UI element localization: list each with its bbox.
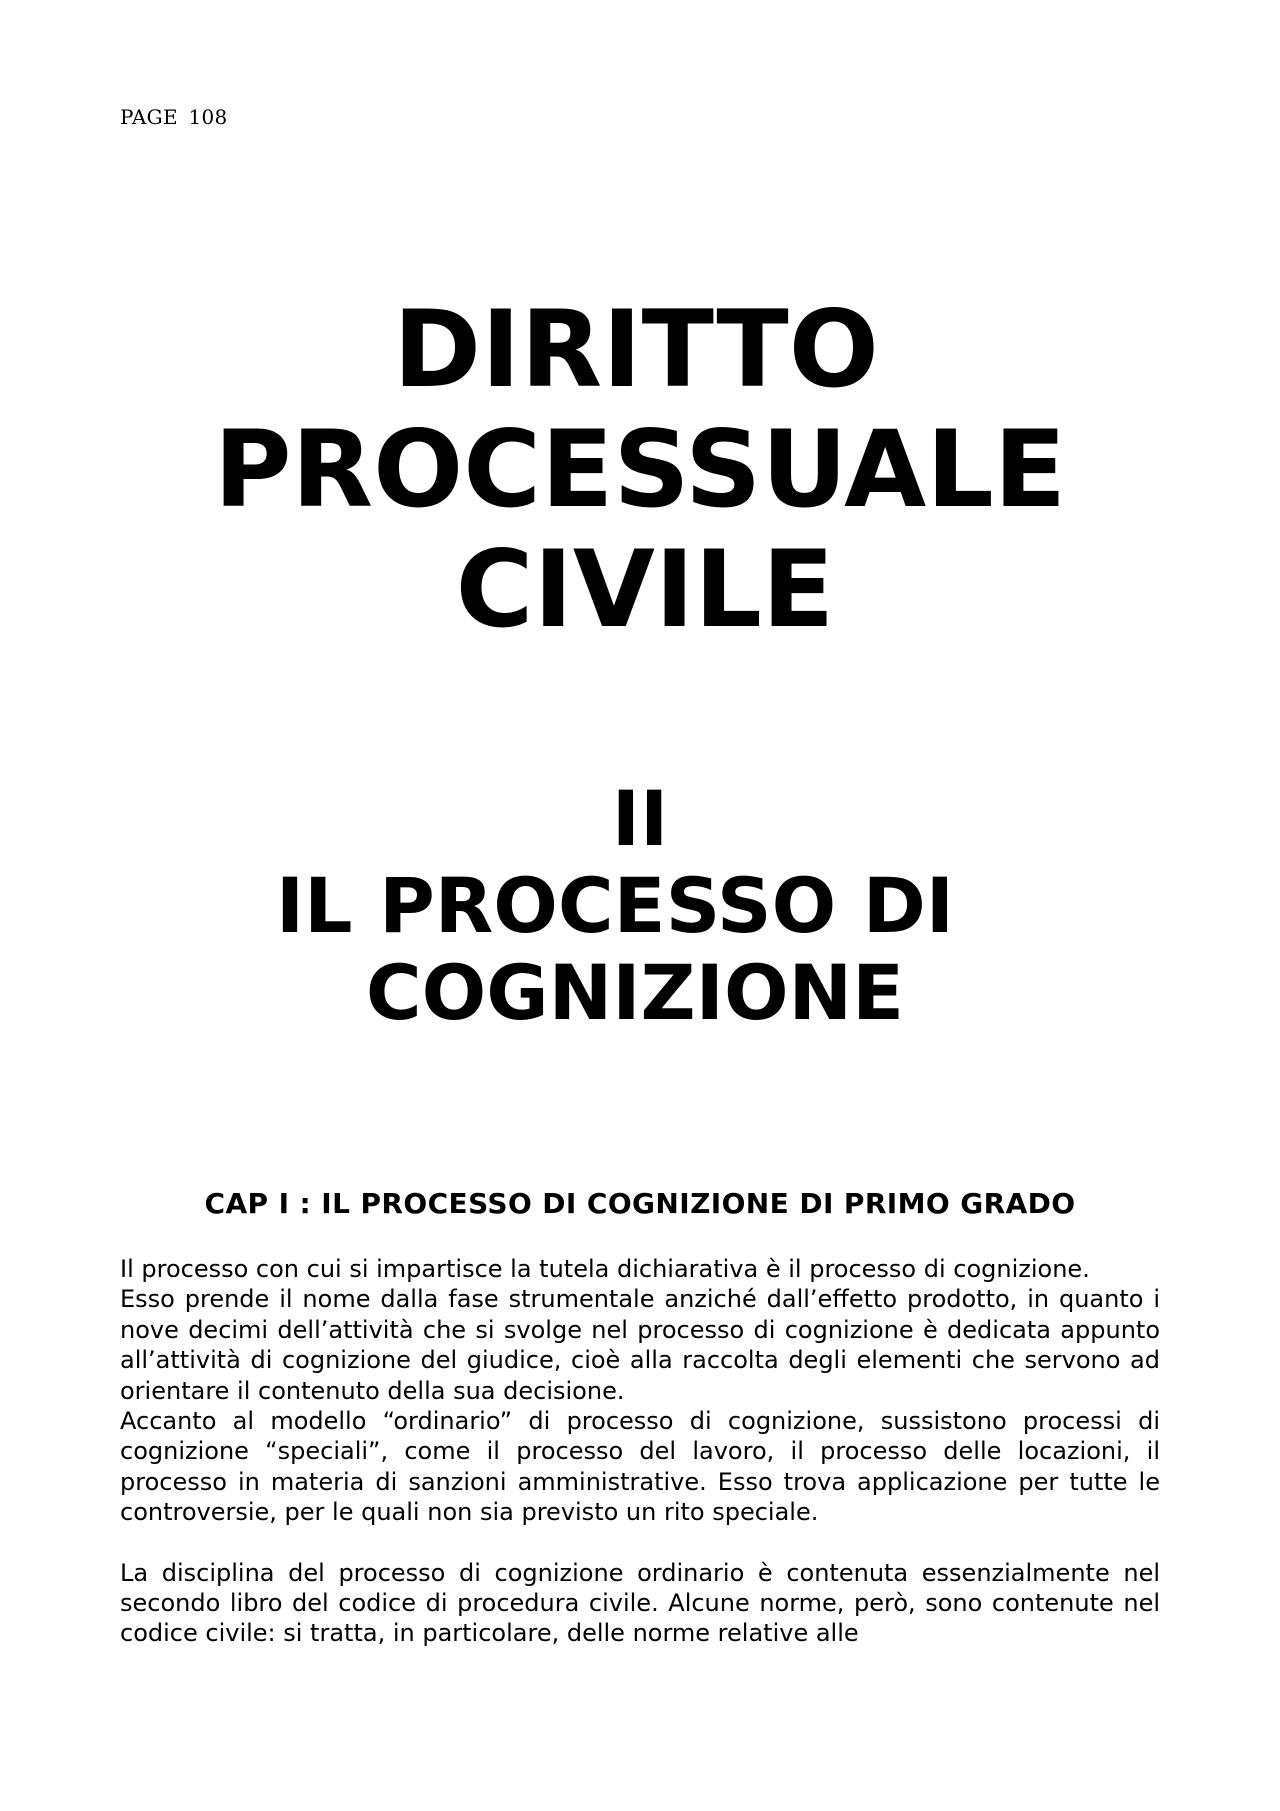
title-line-1: DIRITTO	[393, 288, 879, 411]
paragraph: La disciplina del processo di cognizione ordinario è contenuta essenzialmente nel secondo libro del codice di procedura civile. Alcune norme, però, sono contenute nel codice civile: si tratta, in particolare, delle norme relative alle	[120, 1558, 1160, 1648]
title-line-2: PROCESSUALE	[213, 408, 1067, 531]
paragraph: Il processo con cui si impartisce la tutela dichiarativa è il processo di cognizione.	[120, 1255, 1090, 1283]
part-title	[0, 775, 1280, 1036]
title-line-3: CIVILE	[455, 528, 835, 651]
part-numeral: II	[611, 774, 669, 863]
body-text	[120, 1254, 1160, 1649]
paragraph: Esso prende il nome dalla fase strumentale anziché dall’effetto prodotto, in quanto i nove decimi dell’attività che si svolge nel processo di cognizione è dedicata appunto all’attività di cognizione del giudice, cioè alla raccolta degli elementi che servono ad orientare il contenuto della sua decisione.	[120, 1285, 1160, 1405]
part-title-line-1: IL PROCESSO DI	[275, 861, 955, 950]
page-number: PAGE 108	[120, 105, 228, 129]
paragraph: Accanto al modello “ordinario” di processo di cognizione, sussistono processi di cognizione “speciali”, come il processo del lavoro, il processo delle locazioni, il processo in materia di sanzioni amministrative. Esso trova applicazione per tutte le controversie, per le quali non sia previsto un rito speciale.	[120, 1407, 1160, 1527]
document-title	[0, 290, 1280, 650]
part-title-line-2: COGNIZIONE	[365, 948, 905, 1037]
chapter-heading: CAP I : IL PROCESSO DI COGNIZIONE DI PRIMO GRADO	[204, 1187, 1076, 1220]
